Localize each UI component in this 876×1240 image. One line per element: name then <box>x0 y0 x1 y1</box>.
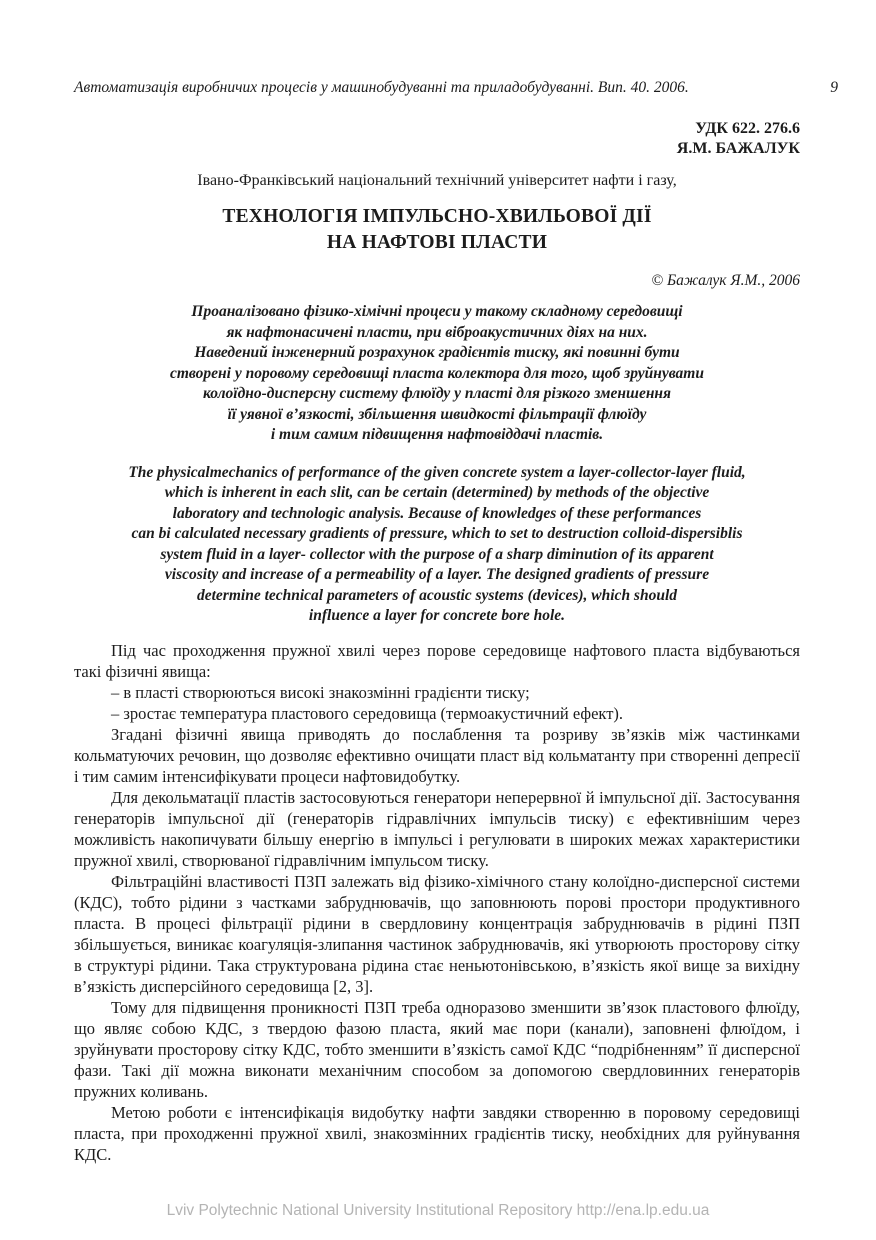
page-number: 9 <box>830 79 838 96</box>
body-paragraph: Для декольматації пластів застосовуються генератори неперервної й імпульсної дії. Застосування генераторів імпульсної дії (генераторів гідравлічних імпульсів тиску) є ефективнішим через можливість накопичувати більшу енергію в імпульсі і регулювати в широких межах характеристики пружної хвилі, створюваної гідравлічним імпульсом тиску. <box>74 787 800 870</box>
body-paragraph: Під час проходження пружної хвилі через порове середовище нафтового пласта відбуваються такі фізичні явища: <box>74 640 800 681</box>
body-paragraph: Метою роботи є інтенсифікація видобутку нафти завдяки створенню в поровому середовищі пласта, при проходженні пружної хвилі, знакозмінних градієнтів тиску, необхідних для руйнування КДС. <box>74 1102 800 1164</box>
body-paragraph: Тому для підвищення проникності ПЗП треба одноразово зменшити зв’язок пластового флюїду, що являє собою КДС, з твердою фазою пласта, який має пори (канали), заповнені флюїдом, і зруйнувати просторову сітку КДС, тобто зменшити в’язкість самої КДС “подрібненням” її дисперсної фази. Такі дії можна виконати механічним способом за допомогою свердловинних генераторів пружних коливань. <box>74 997 800 1101</box>
body-paragraph: Згадані фізичні явища приводять до послаблення та розриву зв’язків між частинками кольматуючих речовин, що дозволяє ефективно очищати пласт від кольматанту при створенні депресії і тим самим інтенсифікувати процеси нафтовидобутку. <box>74 724 800 786</box>
abstract-en-line: viscosity and increase of a permeability of a layer. The designed gradients of pressure <box>164 566 710 583</box>
repository-footer: Lviv Polytechnic National University Institutional Repository http://ena.lp.edu.ua <box>166 1202 710 1219</box>
article-body <box>74 640 800 1165</box>
author-affiliation: Івано-Франківський національний технічний університет нафти і газу, <box>197 172 677 189</box>
abstract-en-line: determine technical parameters of acoustic systems (devices), which should <box>196 586 678 604</box>
abstract-uk-line: Проаналізовано фізико-хімічні процеси у такому складному середовищі <box>191 303 683 320</box>
udk-code: УДК 622. 276.6 <box>695 120 800 137</box>
abstract-english <box>74 463 800 627</box>
article-title-line2: НА НАФТОВІ ПЛАСТИ <box>326 232 548 253</box>
abstract-uk-line: як нафтонасичені пласти, при віброакустичних діях на них. <box>226 323 648 341</box>
body-paragraph: Фільтраційні властивості ПЗП залежать від фізико-хімічного стану колоїдно-дисперсної системи (КДС), тобто рідини з частками забруднювачів, що заповнюють порові простори продуктивного пласта. В процесі фільтрації рідини в свердловину концентрація забруднювачів в рідині ПЗП збільшується, виникає коагуляція-злипання частинок забруднювачів, які утворюють просторову сітку в структурі рідини. Така структурована рідина стає неньютонівською, в’язкість якої вище за вихідну в’язкість дисперсійного середовища [2, 3]. <box>74 871 800 996</box>
running-header <box>74 78 838 97</box>
abstract-en-line: influence a layer for concrete bore hole. <box>308 607 566 624</box>
abstract-en-line: can bi calculated necessary gradients of pressure, which to set to destruction colloid-dispersiblis <box>131 525 743 542</box>
copyright-notice: © Бажалук Я.М., 2006 <box>651 272 800 289</box>
abstract-en-line: The physicalmechanics of performance of the given concrete system a layer-collector-layer fluid, <box>128 463 746 481</box>
abstract-uk-line: створені у поровому середовищі пласта колектора для того, щоб зруйнувати <box>170 364 704 382</box>
abstract-uk-line: Наведений інженерний розрахунок градієнтів тиску, які повинні бути <box>194 344 680 361</box>
article-title <box>74 204 800 256</box>
abstract-uk-line: і тим самим підвищення нафтовіддачі пластів. <box>270 426 604 443</box>
abstract-uk-line: її уявної в’язкості, збільшення швидкості фільтрації флюїду <box>227 405 647 423</box>
article-title-line1: ТЕХНОЛОГІЯ ІМПУЛЬСНО-ХВИЛЬОВОЇ ДІЇ <box>222 206 652 227</box>
body-list-item: – зростає температура пластового середовища (термоакустичний ефект). <box>111 703 624 723</box>
abstract-en-line: system fluid in a layer- collector with the purpose of a sharp diminution of its apparent <box>160 545 714 563</box>
abstract-en-line: which is inherent in each slit, can be certain (determined) by methods of the objective <box>164 484 710 501</box>
meta-block <box>74 119 800 159</box>
abstract-en-line: laboratory and technologic analysis. Because of knowledges of these performances <box>172 504 702 522</box>
body-list-item: – в пласті створюються високі знакозмінні градієнти тиску; <box>111 682 530 702</box>
journal-title: Автоматизація виробничих процесів у машинобудуванні та приладобудуванні. Вип. 40. 2006. <box>74 79 689 96</box>
abstract-ukrainian <box>74 302 800 446</box>
author-name: Я.М. БАЖАЛУК <box>676 140 800 157</box>
abstract-uk-line: колоїдно-дисперсну систему флюїду у пласті для різкого зменшення <box>202 385 672 402</box>
